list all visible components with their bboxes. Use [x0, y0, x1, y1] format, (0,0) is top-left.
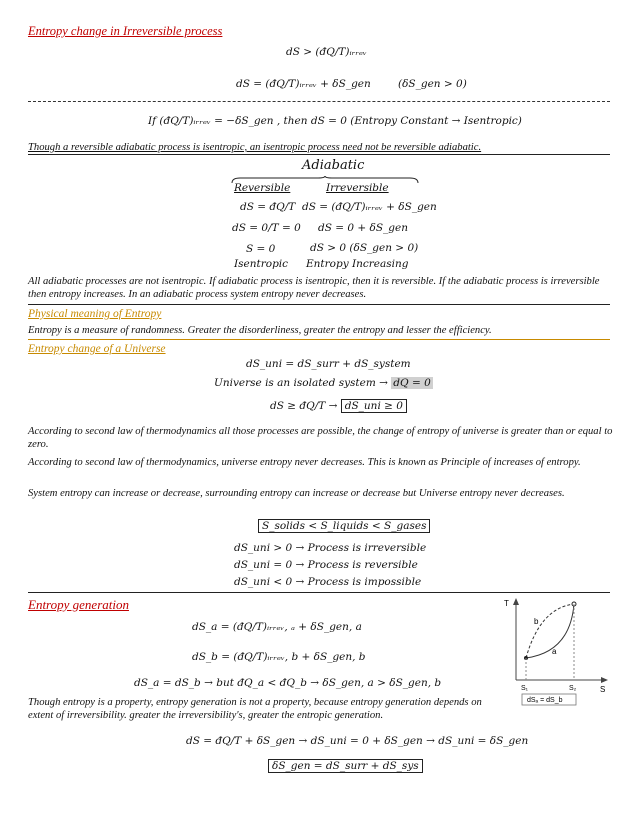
irreversible-line-1: dS = (đQ/T)ᵢᵣᵣₑᵥ + δS_gen [302, 201, 437, 213]
dq-zero-highlight: dQ = 0 [393, 377, 431, 389]
irreversible-line-2: dS = 0 + δS_gen [318, 222, 409, 234]
curve-label-b: b [534, 617, 539, 626]
generation-paragraph: Though entropy is a property, entropy generation is not a property, because entropy generation depends on extent of irreversibility. greater the irreversibility's, greater the entropic generation. [28, 697, 482, 721]
entropy-order-box [258, 520, 430, 532]
adiabatic-reversible-label: Reversible [234, 182, 291, 194]
axis-label-s: S [600, 685, 606, 694]
curve-label-a: a [552, 647, 557, 656]
equation-ds-uni-generation: dS = đQ/T + δS_gen → dS_uni = 0 + δS_gen → dS_uni = δS_gen [186, 735, 529, 747]
equation-sb: dS_b = (đQ/T)ᵢᵣᵣₑᵥ, b + δS_gen, b [192, 651, 366, 663]
equation-sgen-condition: (δS_gen > 0) [398, 78, 467, 90]
irreversible-line-3: dS > 0 (δS_gen > 0) [310, 242, 419, 254]
equation-universe-sum: dS_uni = dS_surr + dS_system [246, 358, 411, 370]
condition-impossible: dS_uni < 0 → Process is impossible [234, 576, 422, 588]
physical-meaning-text: Entropy is a measure of randomness. Greater the disorderliness, greater the entropy and lesser the efficiency. [28, 325, 492, 336]
adiabatic-irreversible-label: Irreversible [326, 182, 389, 194]
divider [28, 154, 610, 155]
heading-entropy-generation: Entropy generation [28, 597, 129, 612]
equation-sa: dS_a = (đQ/T)ᵢᵣᵣₑᵥ, ₐ + δS_gen, a [192, 621, 362, 633]
divider [28, 304, 610, 305]
tick-label-s2: S₂ [569, 685, 577, 692]
figure-caption: dSₐ = dS_b [527, 697, 563, 704]
universe-paragraph-1: According to second law of thermodynamics all those processes are possible, the change of entropy of universe is greater than or equal to zero. [28, 426, 613, 450]
reversible-line-3: S = 0 [246, 243, 276, 255]
axis-label-t: T [504, 599, 509, 608]
heading-universe: Entropy change of a Universe [28, 343, 166, 355]
divider [28, 592, 610, 593]
condition-reversible: dS_uni = 0 → Process is reversible [234, 559, 418, 571]
entropy-order: S_solids < S_liquids < S_gases [258, 519, 430, 533]
clausius-text: dS ≥ đQ/T → [270, 400, 338, 412]
heading-irreversible: Entropy change in Irreversible process [28, 24, 223, 38]
universe-paragraph-2: According to second law of thermodynamics, universe entropy never decreases. This is known as Principle of increases of entropy. [28, 457, 581, 468]
ds-uni-box: dS_uni ≥ 0 [341, 399, 407, 413]
equation-ds-greater: dS > (đQ/T)ᵢᵣᵣₑᵥ [286, 46, 367, 58]
adiabatic-paragraph: All adiabatic processes are not isentropic. If adiabatic process is isentropic, then it is reversible. If the adiabatic process is irreversible then entropy increases. In an adiabatic process system entropy never decreases. [28, 276, 600, 300]
irreversible-line-4: Entropy Increasing [306, 258, 409, 270]
adiabatic-title: Adiabatic [302, 158, 365, 173]
tick-label-s1: S₁ [521, 685, 529, 692]
note-isentropic: Though a reversible adiabatic process is isentropic, an isentropic process need not be reversible adiabatic. [28, 142, 482, 153]
universe-paragraph-3: System entropy can increase or decrease, surrounding entropy can increase or decrease but Universe entropy never decreases. [28, 488, 565, 499]
equation-clausius [270, 400, 407, 412]
heading-physical-meaning: Physical meaning of Entropy [28, 308, 162, 320]
reversible-line-1: dS = đQ/T [240, 201, 296, 213]
equation-comparison: dS_a = dS_b → but đQ_a < đQ_b → δS_gen, a > δS_gen, b [134, 677, 442, 689]
equation-ds-generation: dS = (đQ/T)ᵢᵣᵣₑᵥ + δS_gen [236, 78, 371, 90]
equation-sgen-box: δS_gen = dS_surr + dS_sys [268, 759, 423, 773]
divider [28, 339, 610, 340]
isolated-system-text: Universe is an isolated system → [214, 377, 388, 389]
divider [28, 101, 610, 102]
equation-sgen-box-wrap [268, 760, 423, 772]
reversible-line-2: dS = 0/T = 0 [232, 222, 301, 234]
reversible-line-4: Isentropic [234, 258, 289, 270]
ts-diagram [500, 596, 612, 708]
equation-if-isentropic: If (đQ/T)ᵢᵣᵣₑᵥ = −δS_gen , then dS = 0 (Entropy Constant → Isentropic) [148, 115, 522, 127]
condition-irreversible: dS_uni > 0 → Process is irreversible [234, 542, 427, 554]
equation-isolated-system [214, 377, 433, 389]
